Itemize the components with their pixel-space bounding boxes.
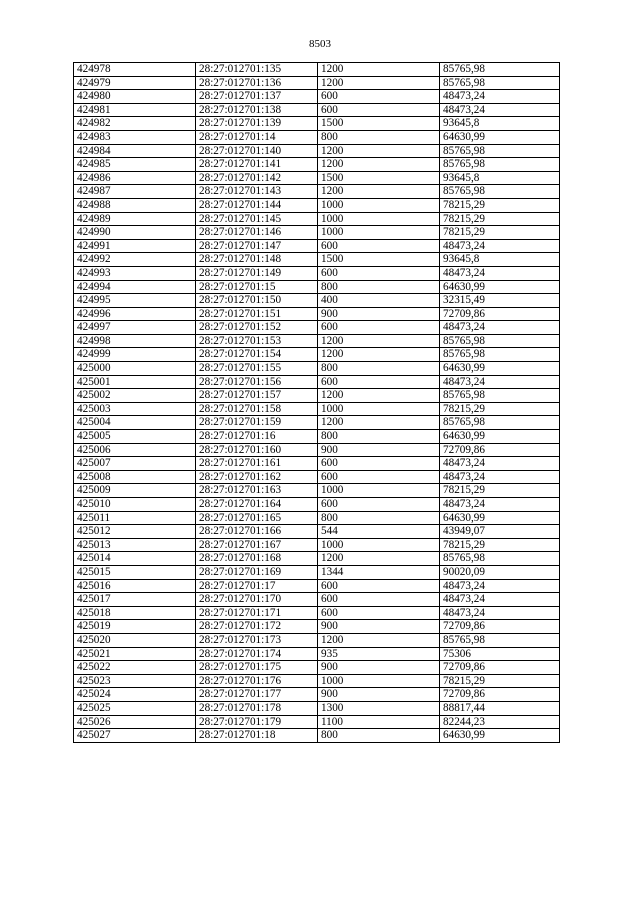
- table-row: [74, 63, 560, 77]
- area-cell: 800: [318, 130, 440, 144]
- table-row: [74, 185, 560, 199]
- value-cell: 82244,23: [440, 715, 560, 729]
- value-cell: 48473,24: [440, 457, 560, 471]
- cadastral-number-cell: 28:27:012701:175: [196, 661, 318, 675]
- cadastral-number-cell: 28:27:012701:166: [196, 525, 318, 539]
- record-number-cell: 425012: [74, 525, 196, 539]
- value-cell: 85765,98: [440, 416, 560, 430]
- value-cell: 72709,86: [440, 307, 560, 321]
- area-cell: 1000: [318, 212, 440, 226]
- value-cell: 93645,8: [440, 253, 560, 267]
- cadastral-number-cell: 28:27:012701:148: [196, 253, 318, 267]
- value-cell: 72709,86: [440, 443, 560, 457]
- area-cell: 600: [318, 579, 440, 593]
- area-cell: 544: [318, 525, 440, 539]
- table-row: [74, 266, 560, 280]
- area-cell: 900: [318, 443, 440, 457]
- cadastral-number-cell: 28:27:012701:178: [196, 701, 318, 715]
- value-cell: 64630,99: [440, 430, 560, 444]
- value-cell: 85765,98: [440, 633, 560, 647]
- value-cell: 43949,07: [440, 525, 560, 539]
- record-number-cell: 425019: [74, 620, 196, 634]
- record-number-cell: 425001: [74, 375, 196, 389]
- cadastral-number-cell: 28:27:012701:155: [196, 362, 318, 376]
- record-number-cell: 425021: [74, 647, 196, 661]
- table-row: [74, 538, 560, 552]
- area-cell: 900: [318, 661, 440, 675]
- table-row: [74, 715, 560, 729]
- record-number-cell: 425000: [74, 362, 196, 376]
- record-number-cell: 425017: [74, 593, 196, 607]
- cadastral-number-cell: 28:27:012701:135: [196, 63, 318, 77]
- table-row: [74, 90, 560, 104]
- cadastral-number-cell: 28:27:012701:14: [196, 130, 318, 144]
- area-cell: 1000: [318, 198, 440, 212]
- value-cell: 48473,24: [440, 579, 560, 593]
- record-number-cell: 425026: [74, 715, 196, 729]
- record-number-cell: 424978: [74, 63, 196, 77]
- table-row: [74, 307, 560, 321]
- table-row: [74, 171, 560, 185]
- value-cell: 72709,86: [440, 688, 560, 702]
- table-row: [74, 294, 560, 308]
- cadastral-number-cell: 28:27:012701:158: [196, 402, 318, 416]
- table-row: [74, 362, 560, 376]
- record-number-cell: 425008: [74, 470, 196, 484]
- table-row: [74, 470, 560, 484]
- table-row: [74, 117, 560, 131]
- cadastral-number-cell: 28:27:012701:145: [196, 212, 318, 226]
- area-cell: 1000: [318, 538, 440, 552]
- record-number-cell: 425009: [74, 484, 196, 498]
- value-cell: 85765,98: [440, 158, 560, 172]
- area-cell: 1344: [318, 565, 440, 579]
- area-cell: 935: [318, 647, 440, 661]
- table-row: [74, 579, 560, 593]
- cadastral-number-cell: 28:27:012701:18: [196, 729, 318, 743]
- cadastral-number-cell: 28:27:012701:159: [196, 416, 318, 430]
- table-row: [74, 647, 560, 661]
- cadastral-number-cell: 28:27:012701:160: [196, 443, 318, 457]
- cadastral-number-cell: 28:27:012701:167: [196, 538, 318, 552]
- record-number-cell: 425010: [74, 498, 196, 512]
- cadastral-number-cell: 28:27:012701:146: [196, 226, 318, 240]
- table-row: [74, 212, 560, 226]
- cadastral-number-cell: 28:27:012701:156: [196, 375, 318, 389]
- table-row: [74, 498, 560, 512]
- value-cell: 85765,98: [440, 334, 560, 348]
- area-cell: 1200: [318, 552, 440, 566]
- area-cell: 600: [318, 498, 440, 512]
- area-cell: 600: [318, 457, 440, 471]
- area-cell: 1200: [318, 144, 440, 158]
- area-cell: 600: [318, 375, 440, 389]
- area-cell: 1200: [318, 348, 440, 362]
- cadastral-number-cell: 28:27:012701:154: [196, 348, 318, 362]
- value-cell: 48473,24: [440, 606, 560, 620]
- record-number-cell: 425005: [74, 430, 196, 444]
- table-row: [74, 511, 560, 525]
- record-number-cell: 424996: [74, 307, 196, 321]
- record-number-cell: 425011: [74, 511, 196, 525]
- cadastral-number-cell: 28:27:012701:150: [196, 294, 318, 308]
- area-cell: 1200: [318, 334, 440, 348]
- value-cell: 48473,24: [440, 498, 560, 512]
- cadastral-number-cell: 28:27:012701:144: [196, 198, 318, 212]
- table-row: [74, 443, 560, 457]
- value-cell: 78215,29: [440, 226, 560, 240]
- cadastral-number-cell: 28:27:012701:168: [196, 552, 318, 566]
- record-number-cell: 425024: [74, 688, 196, 702]
- record-number-cell: 425027: [74, 729, 196, 743]
- cadastral-number-cell: 28:27:012701:15: [196, 280, 318, 294]
- area-cell: 1500: [318, 253, 440, 267]
- record-number-cell: 425018: [74, 606, 196, 620]
- area-cell: 1500: [318, 171, 440, 185]
- area-cell: 1000: [318, 484, 440, 498]
- table-row: [74, 144, 560, 158]
- table-row: [74, 103, 560, 117]
- area-cell: 400: [318, 294, 440, 308]
- cadastral-number-cell: 28:27:012701:171: [196, 606, 318, 620]
- table-row: [74, 253, 560, 267]
- record-number-cell: 424989: [74, 212, 196, 226]
- table-row: [74, 198, 560, 212]
- value-cell: 48473,24: [440, 593, 560, 607]
- area-cell: 800: [318, 430, 440, 444]
- cadastral-number-cell: 28:27:012701:172: [196, 620, 318, 634]
- value-cell: 32315,49: [440, 294, 560, 308]
- value-cell: 48473,24: [440, 90, 560, 104]
- record-number-cell: 424984: [74, 144, 196, 158]
- cadastral-number-cell: 28:27:012701:17: [196, 579, 318, 593]
- value-cell: 85765,98: [440, 185, 560, 199]
- value-cell: 93645,8: [440, 117, 560, 131]
- record-number-cell: 425003: [74, 402, 196, 416]
- value-cell: 78215,29: [440, 538, 560, 552]
- area-cell: 600: [318, 321, 440, 335]
- value-cell: 85765,98: [440, 76, 560, 90]
- area-cell: 600: [318, 266, 440, 280]
- cadastral-number-cell: 28:27:012701:174: [196, 647, 318, 661]
- area-cell: 1000: [318, 402, 440, 416]
- record-number-cell: 424992: [74, 253, 196, 267]
- cadastral-number-cell: 28:27:012701:179: [196, 715, 318, 729]
- value-cell: 72709,86: [440, 620, 560, 634]
- area-cell: 1200: [318, 633, 440, 647]
- area-cell: 1200: [318, 389, 440, 403]
- table-row: [74, 430, 560, 444]
- table-row: [74, 674, 560, 688]
- area-cell: 600: [318, 90, 440, 104]
- record-number-cell: 424982: [74, 117, 196, 131]
- table-row: [74, 606, 560, 620]
- cadastral-number-cell: 28:27:012701:141: [196, 158, 318, 172]
- cadastral-number-cell: 28:27:012701:151: [196, 307, 318, 321]
- area-cell: 1200: [318, 185, 440, 199]
- value-cell: 85765,98: [440, 63, 560, 77]
- record-number-cell: 425023: [74, 674, 196, 688]
- area-cell: 900: [318, 620, 440, 634]
- area-cell: 1200: [318, 158, 440, 172]
- area-cell: 900: [318, 307, 440, 321]
- cadastral-number-cell: 28:27:012701:169: [196, 565, 318, 579]
- value-cell: 64630,99: [440, 729, 560, 743]
- record-number-cell: 424986: [74, 171, 196, 185]
- record-number-cell: 425016: [74, 579, 196, 593]
- area-cell: 600: [318, 239, 440, 253]
- record-number-cell: 424983: [74, 130, 196, 144]
- table-row: [74, 158, 560, 172]
- area-cell: 1300: [318, 701, 440, 715]
- area-cell: 800: [318, 280, 440, 294]
- cadastral-number-cell: 28:27:012701:152: [196, 321, 318, 335]
- table-row: [74, 375, 560, 389]
- table-row: [74, 633, 560, 647]
- table-row: [74, 334, 560, 348]
- cadastral-number-cell: 28:27:012701:173: [196, 633, 318, 647]
- value-cell: 78215,29: [440, 674, 560, 688]
- cadastral-number-cell: 28:27:012701:142: [196, 171, 318, 185]
- area-cell: 1000: [318, 674, 440, 688]
- record-number-cell: 425022: [74, 661, 196, 675]
- area-cell: 800: [318, 729, 440, 743]
- record-number-cell: 424988: [74, 198, 196, 212]
- table-row: [74, 593, 560, 607]
- value-cell: 72709,86: [440, 661, 560, 675]
- area-cell: 800: [318, 511, 440, 525]
- value-cell: 64630,99: [440, 130, 560, 144]
- table-row: [74, 457, 560, 471]
- record-number-cell: 424981: [74, 103, 196, 117]
- cadastral-number-cell: 28:27:012701:177: [196, 688, 318, 702]
- value-cell: 64630,99: [440, 280, 560, 294]
- cadastral-number-cell: 28:27:012701:170: [196, 593, 318, 607]
- area-cell: 600: [318, 606, 440, 620]
- table-row: [74, 239, 560, 253]
- table-row: [74, 552, 560, 566]
- table-row: [74, 701, 560, 715]
- table-row: [74, 402, 560, 416]
- table-row: [74, 484, 560, 498]
- value-cell: 48473,24: [440, 266, 560, 280]
- value-cell: 48473,24: [440, 375, 560, 389]
- record-number-cell: 424980: [74, 90, 196, 104]
- area-cell: 1200: [318, 416, 440, 430]
- cadastral-number-cell: 28:27:012701:138: [196, 103, 318, 117]
- value-cell: 48473,24: [440, 470, 560, 484]
- table-row: [74, 130, 560, 144]
- record-number-cell: 425020: [74, 633, 196, 647]
- record-number-cell: 425007: [74, 457, 196, 471]
- cadastral-number-cell: 28:27:012701:149: [196, 266, 318, 280]
- cadastral-number-cell: 28:27:012701:16: [196, 430, 318, 444]
- table-body: [74, 63, 560, 743]
- record-number-cell: 425004: [74, 416, 196, 430]
- record-number-cell: 425013: [74, 538, 196, 552]
- value-cell: 88817,44: [440, 701, 560, 715]
- value-cell: 93645,8: [440, 171, 560, 185]
- value-cell: 75306: [440, 647, 560, 661]
- cadastral-number-cell: 28:27:012701:153: [196, 334, 318, 348]
- table-row: [74, 620, 560, 634]
- cadastral-number-cell: 28:27:012701:140: [196, 144, 318, 158]
- table-row: [74, 661, 560, 675]
- cadastral-number-cell: 28:27:012701:161: [196, 457, 318, 471]
- record-number-cell: 425014: [74, 552, 196, 566]
- table-row: [74, 688, 560, 702]
- table-row: [74, 280, 560, 294]
- area-cell: 1000: [318, 226, 440, 240]
- cadastral-number-cell: 28:27:012701:136: [196, 76, 318, 90]
- record-number-cell: 425006: [74, 443, 196, 457]
- record-number-cell: 424990: [74, 226, 196, 240]
- table-row: [74, 729, 560, 743]
- value-cell: 85765,98: [440, 552, 560, 566]
- value-cell: 85765,98: [440, 348, 560, 362]
- value-cell: 78215,29: [440, 212, 560, 226]
- area-cell: 1200: [318, 63, 440, 77]
- record-number-cell: 424998: [74, 334, 196, 348]
- record-number-cell: 424999: [74, 348, 196, 362]
- area-cell: 900: [318, 688, 440, 702]
- value-cell: 78215,29: [440, 198, 560, 212]
- cadastral-number-cell: 28:27:012701:165: [196, 511, 318, 525]
- cadastral-number-cell: 28:27:012701:143: [196, 185, 318, 199]
- value-cell: 64630,99: [440, 362, 560, 376]
- data-table: [73, 62, 560, 743]
- table-row: [74, 321, 560, 335]
- record-number-cell: 424985: [74, 158, 196, 172]
- table-row: [74, 76, 560, 90]
- cadastral-number-cell: 28:27:012701:157: [196, 389, 318, 403]
- cadastral-number-cell: 28:27:012701:139: [196, 117, 318, 131]
- record-number-cell: 424991: [74, 239, 196, 253]
- table-row: [74, 226, 560, 240]
- cadastral-number-cell: 28:27:012701:176: [196, 674, 318, 688]
- area-cell: 600: [318, 593, 440, 607]
- area-cell: 1500: [318, 117, 440, 131]
- value-cell: 64630,99: [440, 511, 560, 525]
- area-cell: 800: [318, 362, 440, 376]
- record-number-cell: 424993: [74, 266, 196, 280]
- value-cell: 90020,09: [440, 565, 560, 579]
- value-cell: 78215,29: [440, 402, 560, 416]
- cadastral-number-cell: 28:27:012701:147: [196, 239, 318, 253]
- table-row: [74, 416, 560, 430]
- area-cell: 1200: [318, 76, 440, 90]
- cadastral-number-cell: 28:27:012701:163: [196, 484, 318, 498]
- value-cell: 78215,29: [440, 484, 560, 498]
- cadastral-number-cell: 28:27:012701:162: [196, 470, 318, 484]
- table-row: [74, 525, 560, 539]
- page-number: 8503: [309, 38, 331, 50]
- table-row: [74, 389, 560, 403]
- record-number-cell: 424997: [74, 321, 196, 335]
- record-number-cell: 424979: [74, 76, 196, 90]
- table-row: [74, 565, 560, 579]
- area-cell: 1100: [318, 715, 440, 729]
- value-cell: 48473,24: [440, 239, 560, 253]
- value-cell: 48473,24: [440, 103, 560, 117]
- value-cell: 48473,24: [440, 321, 560, 335]
- cadastral-number-cell: 28:27:012701:137: [196, 90, 318, 104]
- table-row: [74, 348, 560, 362]
- record-number-cell: 424995: [74, 294, 196, 308]
- record-number-cell: 424987: [74, 185, 196, 199]
- area-cell: 600: [318, 103, 440, 117]
- record-number-cell: 425025: [74, 701, 196, 715]
- record-number-cell: 425002: [74, 389, 196, 403]
- record-number-cell: 425015: [74, 565, 196, 579]
- value-cell: 85765,98: [440, 144, 560, 158]
- value-cell: 85765,98: [440, 389, 560, 403]
- area-cell: 600: [318, 470, 440, 484]
- cadastral-number-cell: 28:27:012701:164: [196, 498, 318, 512]
- record-number-cell: 424994: [74, 280, 196, 294]
